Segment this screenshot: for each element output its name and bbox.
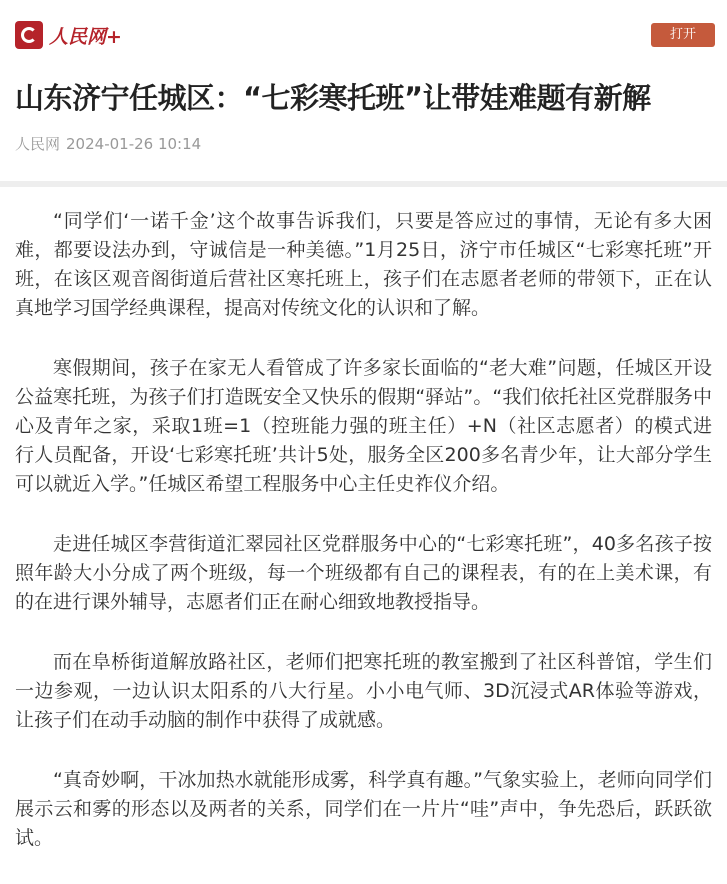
article-body bbox=[15, 207, 712, 884]
article-source: 人民网 bbox=[15, 135, 61, 153]
logo-icon bbox=[15, 21, 43, 49]
paragraph: “同学们‘一诺千金’这个故事告诉我们，只要是答应过的事情，无论有多大困难，都要设法办到，守诚信是一种美德。”1月25日，济宁市任城区“七彩寒托班”开班，在该区观音阁街道后营社区寒托班上，孩子们在志愿者老师的带领下，正在认真地学习国学经典课程，提高对传统文化的认识和了解。 bbox=[15, 210, 712, 319]
section-divider bbox=[0, 181, 727, 187]
logo[interactable] bbox=[15, 21, 122, 49]
top-bar bbox=[0, 0, 727, 70]
paragraph: 寒假期间，孩子在家无人看管成了许多家长面临的“老大难”问题，任城区开设公益寒托班，为孩子们打造既安全又快乐的假期“驿站”。“我们依托社区党群服务中心及青年之家，采取1班=1（控班能力强的班主任）+N（社区志愿者）的模式进行人员配备，开设‘七彩寒托班’共计5处，服务全区200多名青少年，让大部分学生可以就近入学。”任城区希望工程服务中心主任史祚仪介绍。 bbox=[15, 357, 712, 495]
article-datetime: 2024-01-26 10:14 bbox=[66, 135, 202, 153]
paragraph: “真奇妙啊，干冰加热水就能形成雾，科学真有趣。”气象实验上，老师向同学们展示云和雾的形态以及两者的关系，同学们在一片片“哇”声中，争先恐后，跃跃欲试。 bbox=[15, 769, 712, 849]
article-title: 山东济宁任城区：“七彩寒托班”让带娃难题有新解 bbox=[15, 81, 651, 115]
article-meta bbox=[15, 133, 201, 154]
open-app-button[interactable]: 打开 bbox=[651, 23, 715, 47]
paragraph: 而在阜桥街道解放路社区，老师们把寒托班的教室搬到了社区科普馆，学生们一边参观，一边认识太阳系的八大行星。小小电气师、3D沉浸式AR体验等游戏，让孩子们在动手动脑的制作中获得了成就感。 bbox=[15, 651, 712, 731]
paragraph: 走进任城区李营街道汇翠园社区党群服务中心的“七彩寒托班”，40多名孩子按照年龄大小分成了两个班级，每一个班级都有自己的课程表，有的在上美术课，有的在进行课外辅导，志愿者们正在耐心细致地教授指导。 bbox=[15, 533, 712, 613]
logo-text: 人民网+ bbox=[49, 25, 122, 48]
